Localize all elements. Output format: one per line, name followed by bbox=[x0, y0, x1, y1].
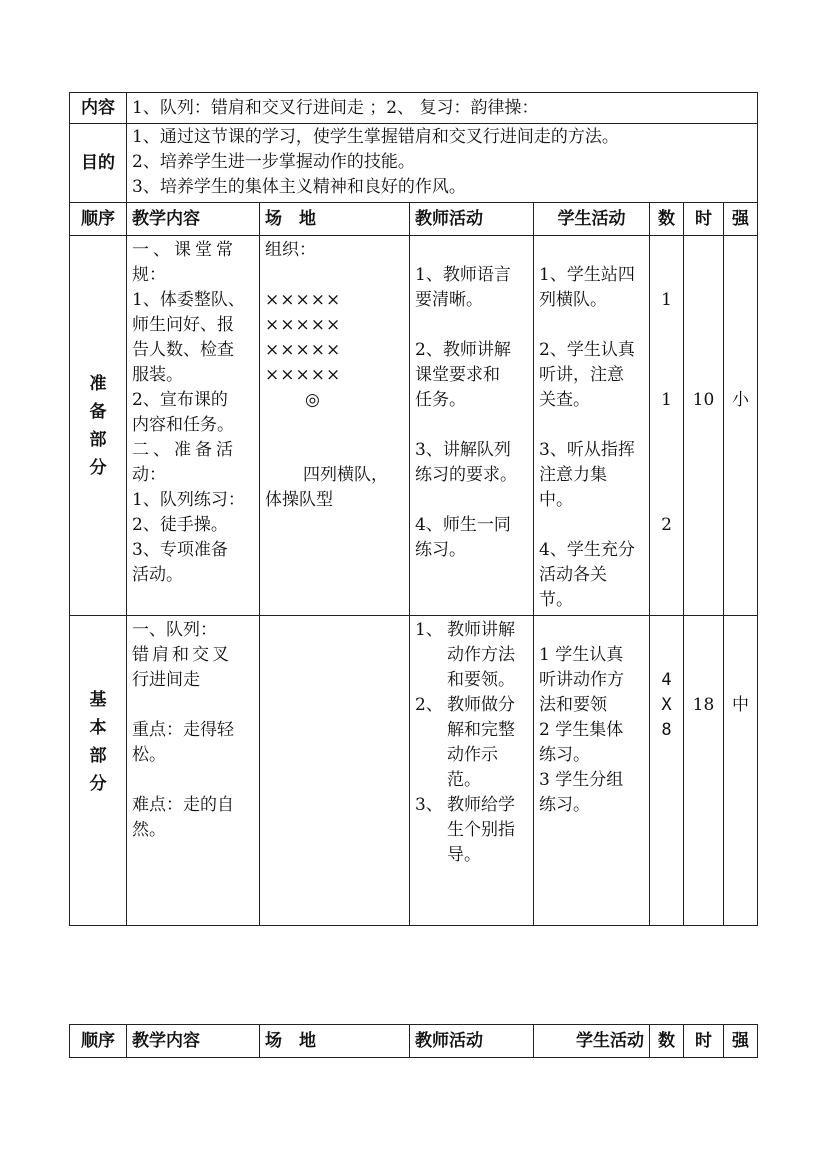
basic-teacher bbox=[410, 616, 534, 926]
goal-line: 1、通过这节课的学习，使学生掌握错肩和交叉行进间走的方法。 bbox=[132, 127, 619, 147]
header-teaching-content: 教学内容 bbox=[127, 203, 260, 236]
prep-content: 一、课堂常 规： 1、体委整队、 师生问好、报 告人数、检查 服装。 2、宣布课的 内容和任务。 二、准备活 动： 1、队列练习： 2、徒手操。 3、专项准备 活动。 bbox=[127, 236, 260, 616]
header-count: 数 bbox=[650, 1025, 684, 1058]
header-time: 时 bbox=[684, 203, 724, 236]
goals-cell bbox=[127, 124, 758, 203]
teacher-position-icon: ◎ bbox=[305, 390, 320, 410]
teacher-step: 2、 教师做分 解和完整 动作示 范。 bbox=[415, 695, 515, 790]
goal-line: 2、培养学生进一步掌握动作的技能。 bbox=[132, 152, 415, 172]
teacher-step: 3、 教师给学 生个别指 导。 bbox=[415, 795, 515, 865]
prep-section-label: 准 备 部 分 bbox=[70, 236, 127, 616]
prep-counts: 1 1 2 bbox=[650, 236, 684, 616]
formation-row: ××××× bbox=[265, 290, 342, 310]
formation-text: 体操队型 bbox=[265, 490, 333, 510]
prep-time: 10 bbox=[684, 236, 724, 616]
header-count: 数 bbox=[650, 203, 684, 236]
prep-teacher: 1、教师语言 要清晰。 2、教师讲解 课堂要求和 任务。 3、讲解队列 练习的要求。 4、师生一同 练习。 bbox=[410, 236, 534, 616]
basic-counts: 4 X 8 bbox=[650, 616, 684, 926]
header-order: 顺序 bbox=[70, 1025, 127, 1058]
header-teaching-content: 教学内容 bbox=[127, 1025, 260, 1058]
continuation-header-table bbox=[69, 1024, 758, 1058]
formation-row: ××××× bbox=[265, 340, 342, 360]
lesson-plan-table bbox=[69, 92, 758, 926]
header-time: 时 bbox=[684, 1025, 724, 1058]
header-venue: 场 地 bbox=[260, 203, 410, 236]
header-teacher-activity: 教师活动 bbox=[410, 203, 534, 236]
formation-row: ××××× bbox=[265, 315, 342, 335]
content-label: 内容 bbox=[70, 93, 127, 124]
teacher-step: 1、 教师讲解 动作方法 和要领。 bbox=[415, 620, 515, 690]
basic-intensity: 中 bbox=[724, 616, 758, 926]
goal-label: 目的 bbox=[70, 124, 127, 203]
prep-venue bbox=[260, 236, 410, 616]
prep-student: 1、学生站四 列横队。 2、学生认真 听讲，注意 关查。 3、听从指挥 注意力集 中。 4、学生充分 活动各关 节。 bbox=[534, 236, 650, 616]
header-student-activity: 学生活动 bbox=[534, 1025, 650, 1058]
header-teacher-activity: 教师活动 bbox=[410, 1025, 534, 1058]
header-venue: 场 地 bbox=[260, 1025, 410, 1058]
basic-content: 一、队列： 错肩和交叉 行进间走 重点：走得轻 松。 难点：走的自 然。 bbox=[127, 616, 260, 926]
header-intensity: 强 bbox=[724, 203, 758, 236]
basic-section-label: 基 本 部 分 bbox=[70, 616, 127, 926]
basic-student: 1 学生认真 听讲动作方 法和要领 2 学生集体 练习。 3 学生分组 练习。 bbox=[534, 616, 650, 926]
goal-line: 3、培养学生的集体主义精神和良好的作风。 bbox=[132, 177, 466, 197]
header-intensity: 强 bbox=[724, 1025, 758, 1058]
header-student-activity: 学生活动 bbox=[534, 203, 650, 236]
prep-intensity: 小 bbox=[724, 236, 758, 616]
content-text: 1、队列：错肩和交叉行进间走 ；2、 复习：韵律操： bbox=[127, 93, 758, 124]
formation-text: 四列横队， bbox=[303, 465, 388, 485]
header-order: 顺序 bbox=[70, 203, 127, 236]
basic-venue bbox=[260, 616, 410, 926]
formation-row: ××××× bbox=[265, 365, 342, 385]
basic-time: 18 bbox=[684, 616, 724, 926]
venue-label: 组织： bbox=[265, 240, 316, 260]
